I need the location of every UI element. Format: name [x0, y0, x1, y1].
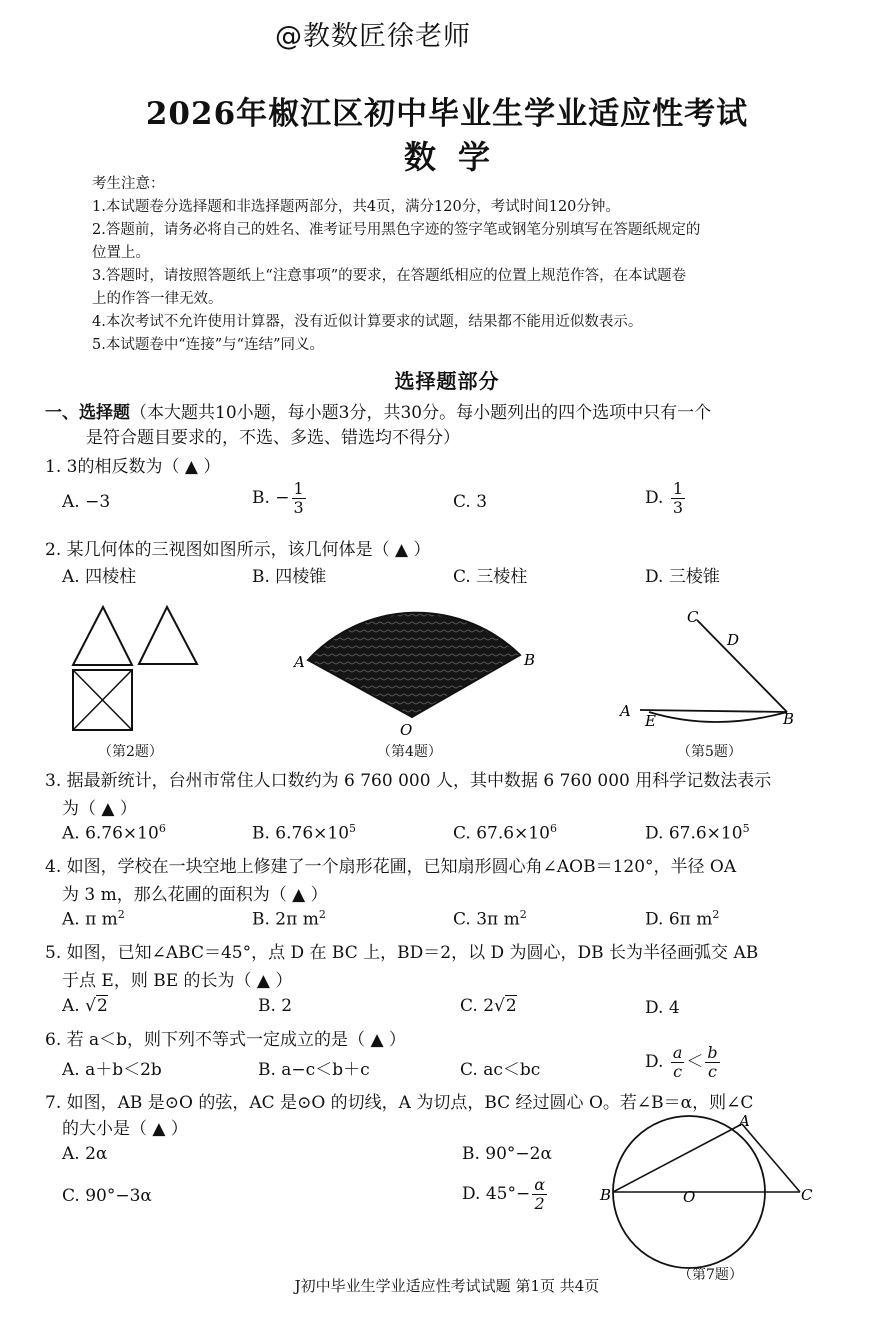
fig2-three-views: [62, 600, 212, 740]
fig7-label-c: C: [801, 1186, 813, 1204]
q7-stem-1: 7. 如图，AB 是⊙O 的弦，AC 是⊙O 的切线，A 为切点，BC 经过圆心 O。若∠B＝α，则∠C: [45, 1093, 754, 1113]
q5-option-a-prefix: A.: [62, 996, 80, 1016]
part1-desc-2: 是符合题目要求的，不选、多选、错选均不得分）: [86, 428, 460, 448]
q5-option-a-radicand: 2: [96, 996, 108, 1016]
q5-option-c-radicand: 2: [505, 996, 517, 1016]
q4-option-c: [453, 908, 527, 930]
q3-option-b: [252, 822, 356, 844]
watermark-text: @教数匠徐老师: [275, 21, 471, 52]
front-view-triangle: [73, 607, 132, 665]
q7-option-d-prefix: D. 45°−: [462, 1184, 531, 1204]
q6-option-b: B. a−c＜b＋c: [258, 1060, 370, 1080]
q7-option-b: B. 90°−2α: [462, 1144, 552, 1164]
section-title: 选择题部分: [394, 369, 500, 393]
q7-d-denominator: 2: [534, 1194, 545, 1213]
exam-title: 2026年椒江区初中毕业生学业适应性考试: [145, 96, 749, 132]
arc-eb: [649, 712, 787, 722]
fig4-caption: （第4题）: [377, 744, 442, 760]
q3-option-c-text: C. 67.6×10: [453, 823, 550, 844]
sector-shape: [308, 613, 520, 717]
q1-option-d: [645, 480, 687, 517]
fig5-label-c: C: [687, 608, 699, 626]
notice-item-2-cont: 位置上。: [92, 245, 150, 261]
q6-d-numerator-2: b: [707, 1043, 718, 1062]
q4-stem-2: 为 3 m，那么花圃的面积为（ ▲ ）: [62, 885, 328, 905]
q2-stem: 2. 某几何体的三视图如图所示，该几何体是（ ▲ ）: [45, 540, 431, 560]
chord-ab: [613, 1124, 742, 1192]
q3-option-a: [62, 822, 166, 844]
q6-d-less-than: ＜: [686, 1052, 704, 1072]
part1-heading-line: [45, 398, 711, 423]
notice-item-2: 2.答题前，请务必将自己的姓名、准考证号用黑色字迹的签字笔或钢笔分别填写在答题纸规定的: [92, 222, 701, 238]
q5-stem-2: 于点 E，则 BE 的长为（ ▲ ）: [62, 971, 293, 991]
ray-ba: [640, 710, 787, 712]
q5-option-c: [460, 996, 517, 1016]
fig7-caption: （第7题）: [678, 1267, 743, 1283]
q2-option-b: B. 四棱锥: [252, 567, 327, 587]
notice-heading: 考生注意：: [92, 176, 165, 192]
fig4-label-o: O: [400, 721, 413, 739]
q1-option-c: C. 3: [453, 492, 488, 512]
q1-option-b: [252, 480, 308, 517]
q4-option-b-exp: 2: [318, 908, 326, 921]
q3-option-d: [645, 822, 750, 844]
fig7-diagram: [595, 1110, 825, 1270]
q5-option-c-prefix: C. 2: [460, 996, 495, 1016]
q4-option-d: [645, 908, 719, 930]
ray-bc: [697, 620, 787, 712]
q2-option-c: C. 三棱柱: [453, 567, 528, 587]
q4-option-d-exp: 2: [712, 908, 720, 921]
fig4-label-a: A: [294, 653, 305, 671]
q1-option-b-prefix: B. −: [252, 488, 290, 508]
q3-option-c: [453, 822, 557, 844]
fig5-caption: （第5题）: [677, 744, 742, 760]
fig5-label-b: B: [783, 710, 795, 728]
fig5-label-d: D: [727, 631, 740, 649]
fig4-label-b: B: [524, 651, 536, 669]
notice-item-3: 3.答题时，请按照答题纸上“注意事项”的要求，在答题纸相应的位置上规范作答，在本试题卷: [92, 268, 687, 284]
tangent-ac: [742, 1124, 800, 1192]
notice-item-3-cont: 上的作答一律无效。: [92, 291, 223, 307]
subject-title: 数学: [403, 138, 512, 176]
q7-stem-2: 的大小是（ ▲ ）: [62, 1119, 188, 1139]
q4-option-a-text: A. π m: [62, 909, 118, 930]
q3-stem-2: 为（ ▲ ）: [62, 799, 137, 819]
q1-b-denominator: 3: [293, 498, 304, 517]
fig5-label-e: E: [645, 712, 656, 730]
q5-option-d: D. 4: [645, 998, 680, 1018]
q3-option-b-text: B. 6.76×10: [252, 823, 350, 844]
q4-option-d-text: D. 6π m: [645, 909, 713, 930]
q6-option-c: C. ac＜bc: [460, 1060, 541, 1080]
fig7-label-b: B: [600, 1186, 612, 1204]
q4-option-c-exp: 2: [519, 908, 527, 921]
q6-d-denominator-1: c: [673, 1062, 683, 1081]
q2-option-a: A. 四棱柱: [62, 567, 137, 587]
fig4-sector: [290, 595, 550, 745]
side-view-triangle: [139, 607, 197, 664]
q6-d-numerator-1: a: [672, 1043, 683, 1062]
q6-option-d-prefix: D.: [645, 1052, 664, 1072]
q7-option-a: A. 2α: [62, 1144, 108, 1164]
q3-option-d-exp: 5: [742, 822, 750, 835]
q1-d-denominator: 3: [672, 498, 684, 517]
q3-option-d-text: D. 67.6×10: [645, 823, 743, 844]
q1-option-d-prefix: D.: [645, 488, 664, 508]
q7-option-d: [462, 1176, 549, 1213]
fig2-caption: （第2题）: [98, 744, 163, 760]
sqrt-sign-icon: √2: [494, 996, 517, 1016]
q7-option-c: C. 90°−3α: [62, 1186, 152, 1206]
q6-stem: 6. 若 a＜b，则下列不等式一定成立的是（ ▲ ）: [45, 1030, 406, 1050]
fig5-label-a: A: [620, 702, 631, 720]
page-footer: J初中毕业生学业适应性考试试题 第1页 共4页: [294, 1277, 600, 1295]
q2-option-d: D. 三棱锥: [645, 567, 720, 587]
part1-heading: 一、选择题: [45, 403, 130, 423]
q7-d-numerator: α: [534, 1175, 546, 1194]
fig7-label-a: A: [739, 1112, 750, 1130]
notice-item-5: 5.本试题卷中“连接”与“连结”同义。: [92, 337, 324, 353]
fig7-label-o: O: [683, 1188, 696, 1206]
fig5-diagram: [615, 600, 815, 735]
q1-d-numerator: 1: [672, 479, 684, 498]
notice-block: [92, 173, 700, 357]
q3-option-a-exp: 6: [158, 822, 166, 835]
q6-option-a: A. a＋b＜2b: [62, 1060, 162, 1080]
q3-stem-1: 3. 据最新统计，台州市常住人口数约为 6 760 000 人，其中数据 6 760 000 用科学记数法表示: [45, 771, 772, 791]
q6-option-d: [645, 1044, 722, 1081]
q4-option-a: [62, 908, 125, 930]
q4-option-b-text: B. 2π m: [252, 909, 319, 930]
q1-b-numerator: 1: [293, 479, 304, 498]
q1-stem: 1. 3的相反数为（ ▲ ）: [45, 457, 221, 477]
q4-option-c-text: C. 3π m: [453, 909, 520, 930]
q3-option-b-exp: 5: [349, 822, 357, 835]
notice-item-4: 4.本次考试不允许使用计算器，没有近似计算要求的试题，结果都不能用近似数表示。: [92, 314, 643, 330]
q5-stem-1: 5. 如图，已知∠ABC＝45°，点 D 在 BC 上，BD＝2，以 D 为圆心，DB 长为半径画弧交 AB: [45, 943, 759, 963]
sqrt-sign-icon: √2: [85, 996, 108, 1016]
q3-option-c-exp: 6: [549, 822, 557, 835]
notice-item-1: 1.本试题卷分选择题和非选择题两部分，共4页，满分120分，考试时间120分钟。: [92, 199, 620, 215]
q5-option-a: [62, 996, 108, 1016]
q6-d-denominator-2: c: [708, 1062, 717, 1081]
q4-option-a-exp: 2: [117, 908, 125, 921]
q1-option-a: A. −3: [62, 492, 111, 512]
q4-stem-1: 4. 如图，学校在一块空地上修建了一个扇形花圃，已知扇形圆心角∠AOB＝120°，半径 OA: [45, 857, 737, 877]
part1-desc-1: （本大题共10小题，每小题3分，共30分。每小题列出的四个选项中只有一个: [130, 403, 712, 423]
q5-option-b: B. 2: [258, 996, 293, 1016]
q4-option-b: [252, 908, 326, 930]
q3-option-a-text: A. 6.76×10: [62, 823, 159, 844]
